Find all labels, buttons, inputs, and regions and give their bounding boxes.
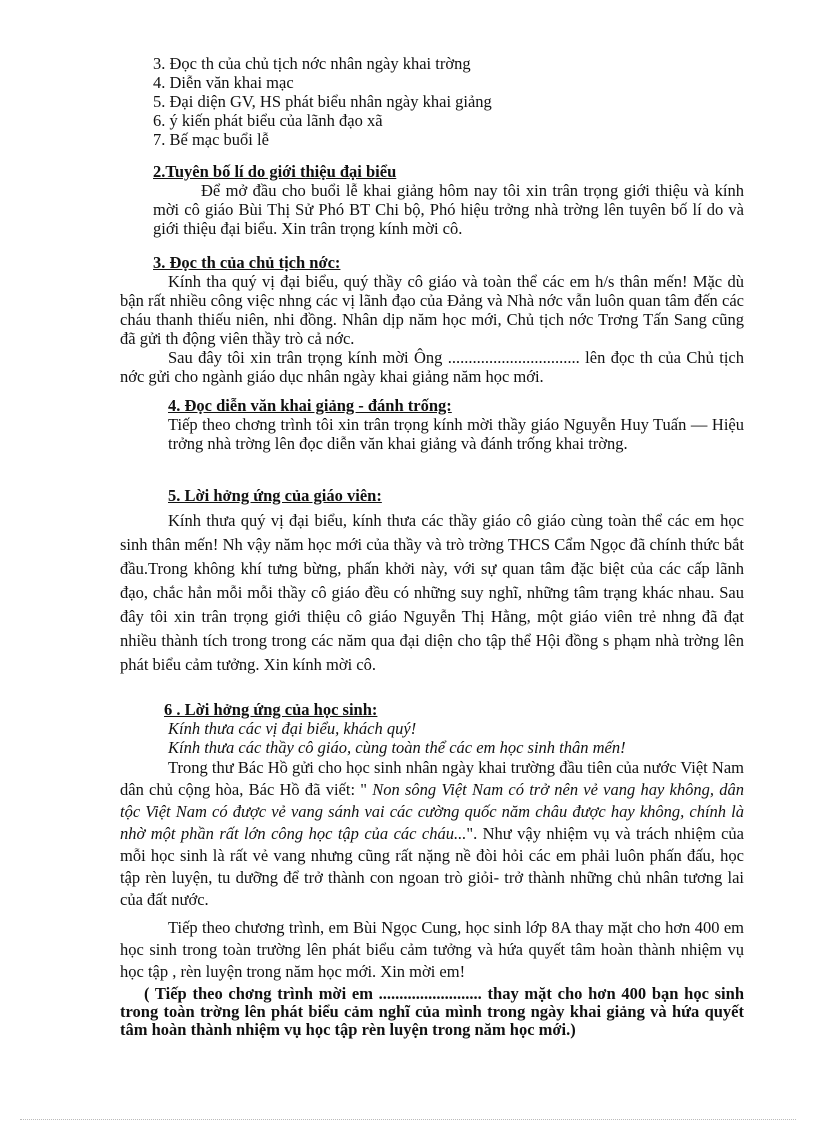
uncle-ho-quote: Non sông Việt Nam có trở nên vẻ vang hay không, dân tộc Việt Nam có được vẻ vang sánh vai các cường quốc năm châu được hay không, chính là nhờ một phần rất lớn công học tập của các cháu... — [120, 780, 744, 843]
agenda-item: 7. Bế mạc buổi lễ — [153, 130, 269, 149]
section-heading: 4. Đọc diễn văn khai giảng - đánh trống: — [168, 396, 452, 415]
paragraph-text: Trong thư Bác Hồ gửi cho học sinh nhân ngày khai trường đầu tiên của nước Việt Nam dân chủ cộng hòa, Bác Hồ đã viết: " — [120, 758, 744, 799]
section-heading: 2.Tuyên bố lí do giới thiệu đại biểu — [153, 162, 397, 181]
bold-note: ( Tiếp theo chơng trình mời em ......................... thay mặt cho hơn 400 bạn học sinh trong toàn trờng lên phát biểu cảm nghĩ của mình trong ngày khai giảng và hứa quyết tâm hoàn thành nhiệm vụ học tập rèn luyện trong năm học mới.) — [120, 984, 744, 1039]
section-paragraph: Để mở đầu cho buổi lễ khai giảng hôm nay tôi xin trân trọng giới thiệu và kính mời cô giáo Bùi Thị Sử Phó BT Chi bộ, Phó hiệu trởng nhà trờng lên tuyên bố lí do và giới thiệu đại biểu. Xin trân trọng kính mời cô. — [153, 181, 744, 238]
section-heading: 3. Đọc th của chủ tịch nớc: — [153, 253, 341, 272]
section-3 — [120, 253, 744, 386]
agenda-item: 3. Đọc th của chủ tịch nớc nhân ngày khai trờng — [153, 54, 471, 73]
page-bottom-rule — [20, 1119, 796, 1120]
section-paragraph — [120, 757, 744, 911]
section-2 — [120, 162, 744, 238]
section-heading: 5. Lời hởng ứng của giáo viên: — [168, 486, 382, 505]
greeting-line: Kính thưa các vị đại biểu, khách quý! — [168, 719, 417, 738]
section-paragraph: Kính thưa quý vị đại biểu, kính thưa các thầy giáo cô giáo cùng toàn thể các em học sinh thân mến! Nh vậy năm học mới của thầy và trò trờng THCS Cẩm Ngọc đã chính thức bắt đầu.Trong không khí tưng bừng, phấn khởi này, với sự quan tâm đặc biệt của các cấp lãnh đạo, chắc hẳn mỗi mỗi thầy cô giáo đều có những suy nghĩ, những tâm trạng khác nhau. Sau đây tôi xin trân trọng giới thiệu cô giáo Nguyễn Thị Hằng, một giáo viên trẻ nhng đã đạt nhiều thành tích trong trong các năm qua đại diện cho tập thể Hội đồng s phạm nhà trờng lên phát biểu cảm tưởng. Xin kính mời cô. — [120, 511, 744, 674]
section-paragraph: Tiếp theo chương trình, em Bùi Ngọc Cung, học sinh lớp 8A thay mặt cho hơn 400 em học sinh trong toàn trường lên phát biểu cảm tưởng và hứa quyết tâm hoàn thành nhiệm vụ học tập , rèn luyện trong năm học mới. Xin mời em! — [120, 918, 744, 981]
section-5 — [120, 486, 744, 677]
greeting-line: Kính thưa các thầy cô giáo, cùng toàn thể các em học sinh thân mến! — [168, 738, 626, 757]
section-paragraph — [120, 415, 744, 453]
section-6 — [120, 700, 744, 1039]
section-paragraph: Kính tha quý vị đại biểu, quý thầy cô giáo và toàn thể các em h/s thân mến! Mặc dù bận rất nhiều công việc nhng các vị lãnh đạo của Đảng và Nhà nớc vẫn luôn quan tâm đến các cháu thanh thiếu niên, nhi đồng. Nhân dịp năm học mới, Chủ tịch nớc Trơng Tấn Sang cũng đã gửi th động viên thầy trò cả nớc. — [120, 272, 744, 348]
section-paragraph-text: Tiếp theo chơng trình tôi xin trân trọng kính mời thầy giáo Nguyễn Huy Tuấn — Hiệu trởng nhà trờng lên đọc diễn văn khai giảng và đánh trống khai trờng. — [168, 415, 744, 453]
agenda-item: 4. Diễn văn khai mạc — [153, 73, 294, 92]
agenda-list — [153, 54, 492, 149]
section-paragraph: Sau đây tôi xin trân trọng kính mời Ông ................................ lên đọc th của Chủ tịch nớc gửi cho ngành giáo dục nhân ngày khai giảng năm học mới. — [120, 348, 744, 386]
agenda-item: 5. Đại diện GV, HS phát biểu nhân ngày khai giảng — [153, 92, 492, 111]
section-heading: 6 . Lời hởng ứng của học sinh: — [164, 700, 378, 719]
agenda-item: 6. ý kiến phát biểu của lãnh đạo xã — [153, 111, 383, 130]
paragraph-text: ". Như vậy nhiệm vụ và trách nhiệm của mỗi học sinh là rất vẻ vang nhưng cũng rất nặng nề đòi hỏi các em phải luôn phấn đấu, học tập rèn luyện, tu dưỡng để trở thành con ngoan trò giỏi- trở thành những chủ nhân tương lai của đất nước. — [120, 824, 744, 909]
section-4 — [120, 396, 744, 453]
